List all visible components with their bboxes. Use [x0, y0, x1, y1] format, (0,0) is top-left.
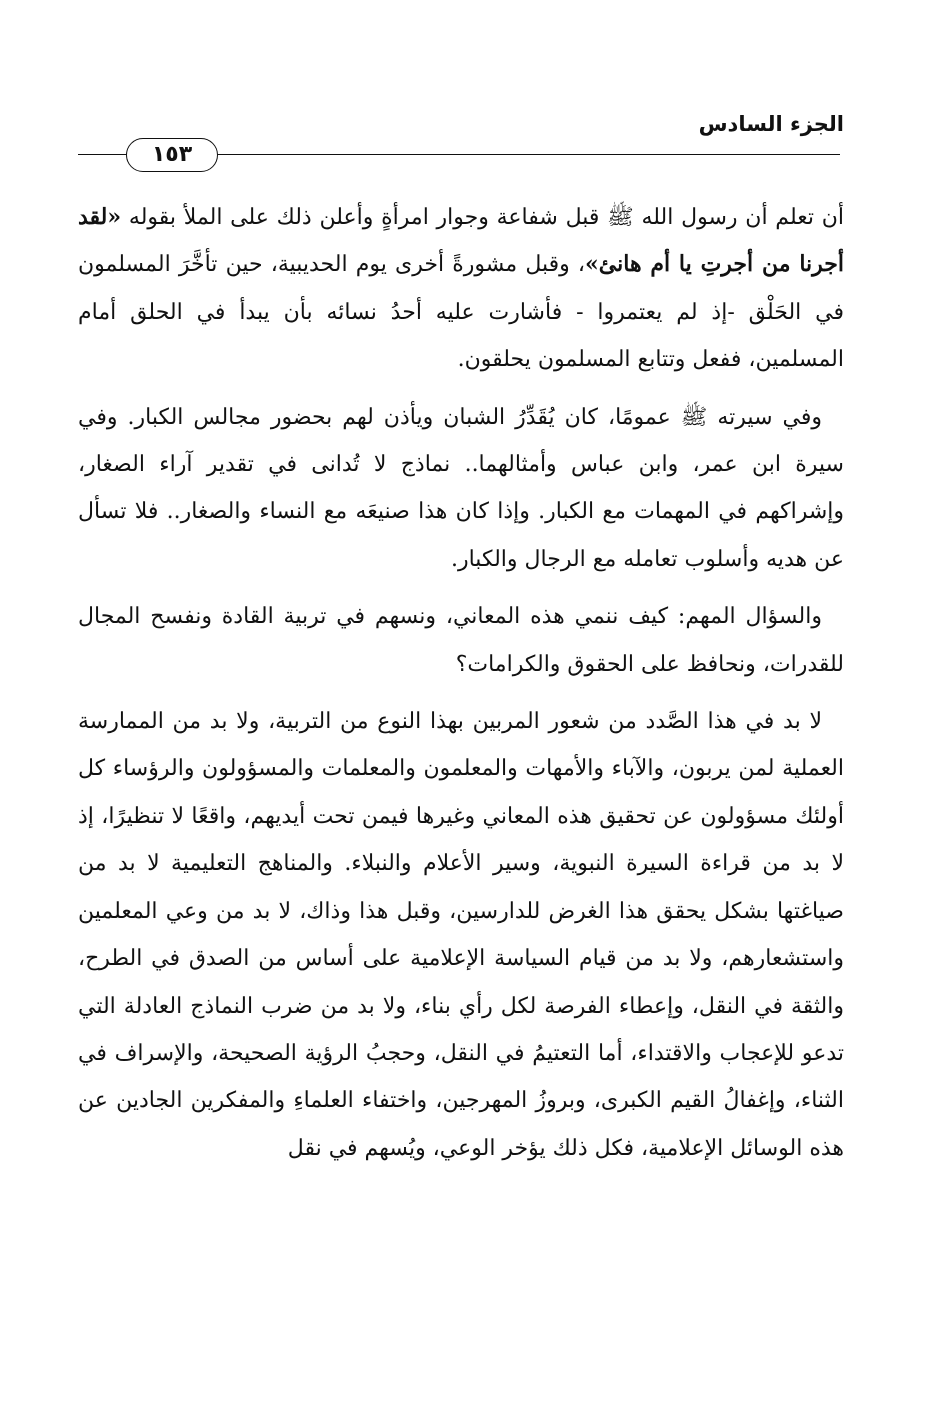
- paragraph-1-before: أن تعلم أن رسول الله ﷺ قبل شفاعة وجوار امرأةٍ وأعلن ذلك على الملأ بقوله: [121, 205, 844, 230]
- paragraph-2: وفي سيرته ﷺ عمومًا، كان يُقَدِّرُ الشبان ويأذن لهم بحضور مجالس الكبار. وفي سيرة ابن عمر، وابن عباس وأمثالهما.. نماذج لا تُدانى في تقدير آراء الصغار، وإشراكهم في المهمات مع الكبار. وإذا كان هذا صنيعَه مع النساء والصغار.. فلا تسأل عن هديه وأسلوب تعامله مع الرجال والكبار.: [78, 404, 844, 572]
- paragraph-3: والسؤال المهم: كيف ننمي هذه المعاني، ونسهم في تربية القادة ونفسح المجال للقدرات، ونحافظ على الحقوق والكرامات؟: [78, 604, 844, 677]
- running-title: الجزء السادس: [698, 112, 844, 136]
- paragraph-4: لا بد في هذا الصَّدد من شعور المربين بهذا النوع من التربية، ولا بد من الممارسة العملية لمن يربون، والآباء والأمهات والمعلمون والمعلمات والمسؤولون والرؤساء كل أولئك مسؤولون عن تحقيق هذه المعاني وغيرها فيمن تحت أيديهم، واقعًا لا تنظيرًا، إذ لا بد من قراءة السيرة النبوية، وسير الأعلام والنبلاء. والمناهج التعليمية لا بد من صياغتها بشكل يحقق هذا الغرض للدارسين، وقبل هذا وذاك، لا بد من وعي المعلمين واستشعارهم، ولا بد من قيام السياسة الإعلامية على أساس من الصدق في الطرح، والثقة في النقل، وإعطاء الفرصة لكل رأي بناء، ولا بد من ضرب النماذج العادلة التي تدعو للإعجاب والاقتداء، أما التعتيمُ في النقل، وحجبُ الرؤية الصحيحة، والإسراف في الثناء، وإغفالُ القيم الكبرى، وبروزُ المهرجين، واختفاء العلماءِ والمفكرين الجادين عن هذه الوسائل الإعلامية، فكل ذلك يؤخر الوعي، ويُسهم في نقل: [78, 709, 844, 1161]
- hadith-quote: «لقد أجرنا من أجرتِ يا أم هانئ»: [78, 204, 845, 278]
- paragraph-1: [78, 194, 844, 384]
- page-body: [78, 194, 844, 1182]
- paragraph-1-after: ، وقبل مشورةً أخرى يوم الحديبية، حين تأخَّرَ المسلمون في الحَلْق -إذ لم يعتمروا - فأشارت عليه أحدُ نسائه بأن يبدأ في الحلق أمام المسلمين، ففعل وتتابع المسلمون يحلقون.: [78, 252, 844, 373]
- page-number: ١٥٣: [126, 138, 218, 172]
